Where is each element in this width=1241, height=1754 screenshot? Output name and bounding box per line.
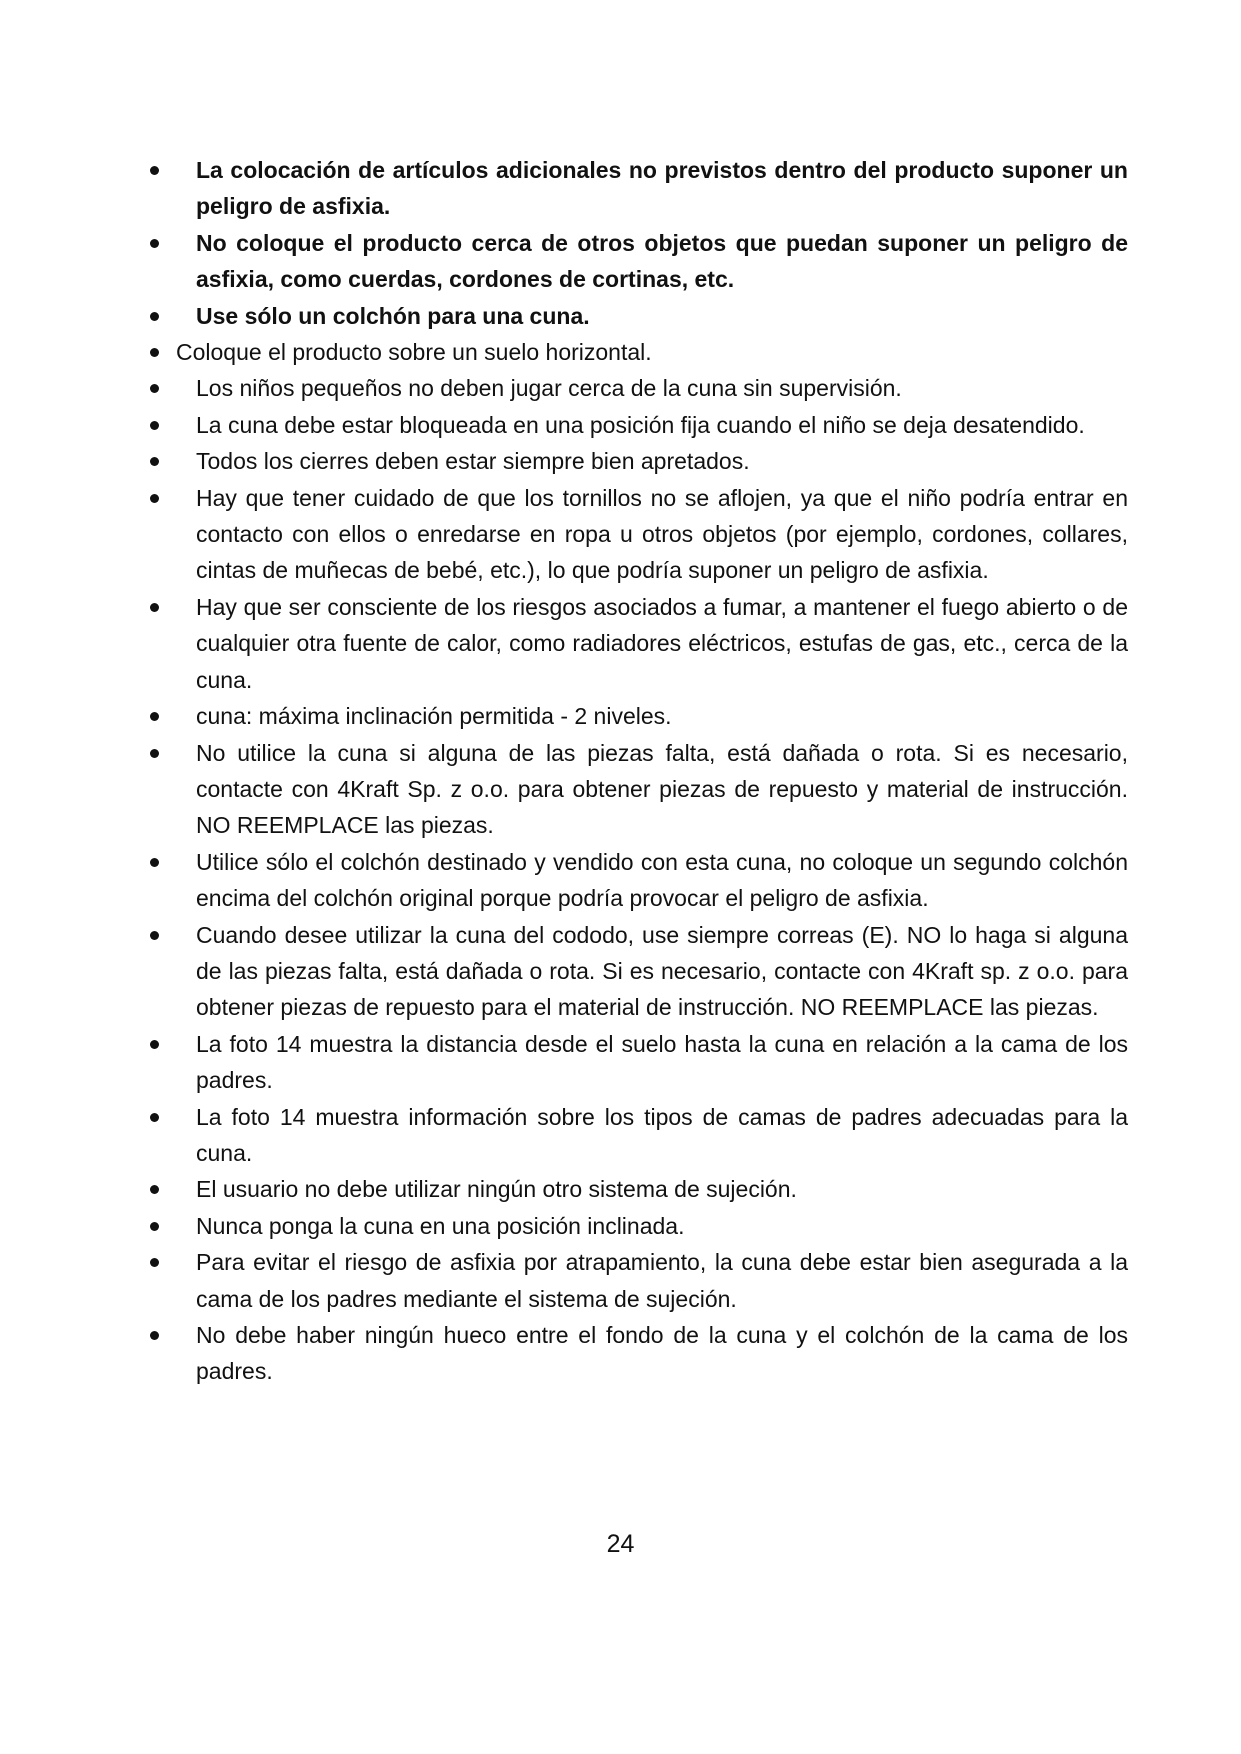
list-item xyxy=(148,1026,1128,1099)
list-item-text: Todos los cierres deben estar siempre bien apretados. xyxy=(196,448,750,475)
list-item-text: La colocación de artículos adicionales no previstos dentro del producto suponer un peligro de asfixia. xyxy=(196,157,1128,220)
page-number: 24 xyxy=(606,1530,635,1558)
list-item xyxy=(148,407,1128,443)
list-item xyxy=(148,1317,1128,1390)
list-item-text: La cuna debe estar bloqueada en una posición fija cuando el niño se deja desatendido. xyxy=(196,411,1085,438)
list-item-text: Use sólo un colchón para una cuna. xyxy=(196,302,590,329)
list-item xyxy=(148,334,1128,370)
list-item xyxy=(148,152,1128,225)
list-item-text: Hay que ser consciente de los riesgos asociados a fumar, a mantener el fuego abierto o de cualquier otra fuente de calor, como radiadores eléctricos, estufas de gas, etc., cerca de la cuna. xyxy=(196,593,1128,693)
bullet-icon xyxy=(150,421,159,430)
list-item xyxy=(148,698,1128,734)
bullet-icon xyxy=(150,858,159,867)
safety-warnings-list xyxy=(148,152,1128,1390)
list-item xyxy=(148,844,1128,917)
bullet-icon xyxy=(150,712,159,721)
list-item-text: Nunca ponga la cuna en una posición inclinada. xyxy=(196,1212,685,1239)
list-item-text: Cuando desee utilizar la cuna del cododo, use siempre correas (E). NO lo haga si alguna de las piezas falta, está dañada o rota. Si es necesario, contacte con 4Kraft sp. z o.o. para obtener piezas de repuesto para el material de instrucción. NO REEMPLACE las piezas. xyxy=(196,921,1128,1021)
bullet-icon xyxy=(150,1113,159,1122)
list-item xyxy=(148,1208,1128,1244)
list-item xyxy=(148,225,1128,298)
bullet-icon xyxy=(150,1222,159,1231)
list-item-text: No debe haber ningún hueco entre el fondo de la cuna y el colchón de la cama de los padres. xyxy=(196,1322,1128,1385)
list-item xyxy=(148,443,1128,479)
list-item-text: Para evitar el riesgo de asfixia por atrapamiento, la cuna debe estar bien asegurada a la cama de los padres mediante el sistema de sujeción. xyxy=(196,1249,1128,1312)
bullet-icon xyxy=(150,603,159,612)
list-item-text: Utilice sólo el colchón destinado y vendido con esta cuna, no coloque un segundo colchón encima del colchón original porque podría provocar el peligro de asfixia. xyxy=(196,848,1128,912)
list-item-text: Los niños pequeños no deben jugar cerca de la cuna sin supervisión. xyxy=(196,375,902,402)
list-item xyxy=(148,917,1128,1026)
bullet-icon xyxy=(150,1258,159,1267)
list-item xyxy=(148,1244,1128,1317)
list-item-text: El usuario no debe utilizar ningún otro sistema de sujeción. xyxy=(196,1176,797,1203)
bullet-icon xyxy=(150,384,159,393)
list-item-text: No coloque el producto cerca de otros objetos que puedan suponer un peligro de asfixia, como cuerdas, cordones de cortinas, etc. xyxy=(196,229,1128,293)
list-item-text: cuna: máxima inclinación permitida - 2 niveles. xyxy=(196,703,672,730)
list-item xyxy=(148,1099,1128,1172)
list-item-text: La foto 14 muestra la distancia desde el suelo hasta la cuna en relación a la cama de los padres. xyxy=(196,1030,1128,1094)
list-item xyxy=(148,735,1128,844)
list-item-text: No utilice la cuna si alguna de las piezas falta, está dañada o rota. Si es necesario, contacte con 4Kraft Sp. z o.o. para obtener piezas de repuesto y material de instrucción. NO REEMPLACE las piezas. xyxy=(196,739,1128,839)
list-item xyxy=(148,480,1128,589)
list-item xyxy=(148,589,1128,698)
list-item xyxy=(148,1171,1128,1207)
bullet-icon xyxy=(150,494,159,503)
bullet-icon xyxy=(150,1040,159,1049)
bullet-icon xyxy=(150,348,159,357)
list-item-text: Hay que tener cuidado de que los tornillos no se aflojen, ya que el niño podría entrar en contacto con ellos o enredarse en ropa u otros objetos (por ejemplo, cordones, collares, cintas de muñecas de bebé, etc.), lo que podría suponer un peligro de asfixia. xyxy=(196,484,1128,584)
list-item xyxy=(148,370,1128,406)
bullet-icon xyxy=(150,239,159,248)
bullet-icon xyxy=(150,931,159,940)
bullet-icon xyxy=(150,1331,159,1340)
list-item-text: Coloque el producto sobre un suelo horizontal. xyxy=(176,339,652,366)
bullet-icon xyxy=(150,312,159,321)
bullet-icon xyxy=(150,1185,159,1194)
bullet-icon xyxy=(150,457,159,466)
bullet-icon xyxy=(150,749,159,758)
bullet-icon xyxy=(150,166,159,175)
list-item-text: La foto 14 muestra información sobre los tipos de camas de padres adecuadas para la cuna. xyxy=(196,1103,1128,1166)
list-item xyxy=(148,298,1128,334)
